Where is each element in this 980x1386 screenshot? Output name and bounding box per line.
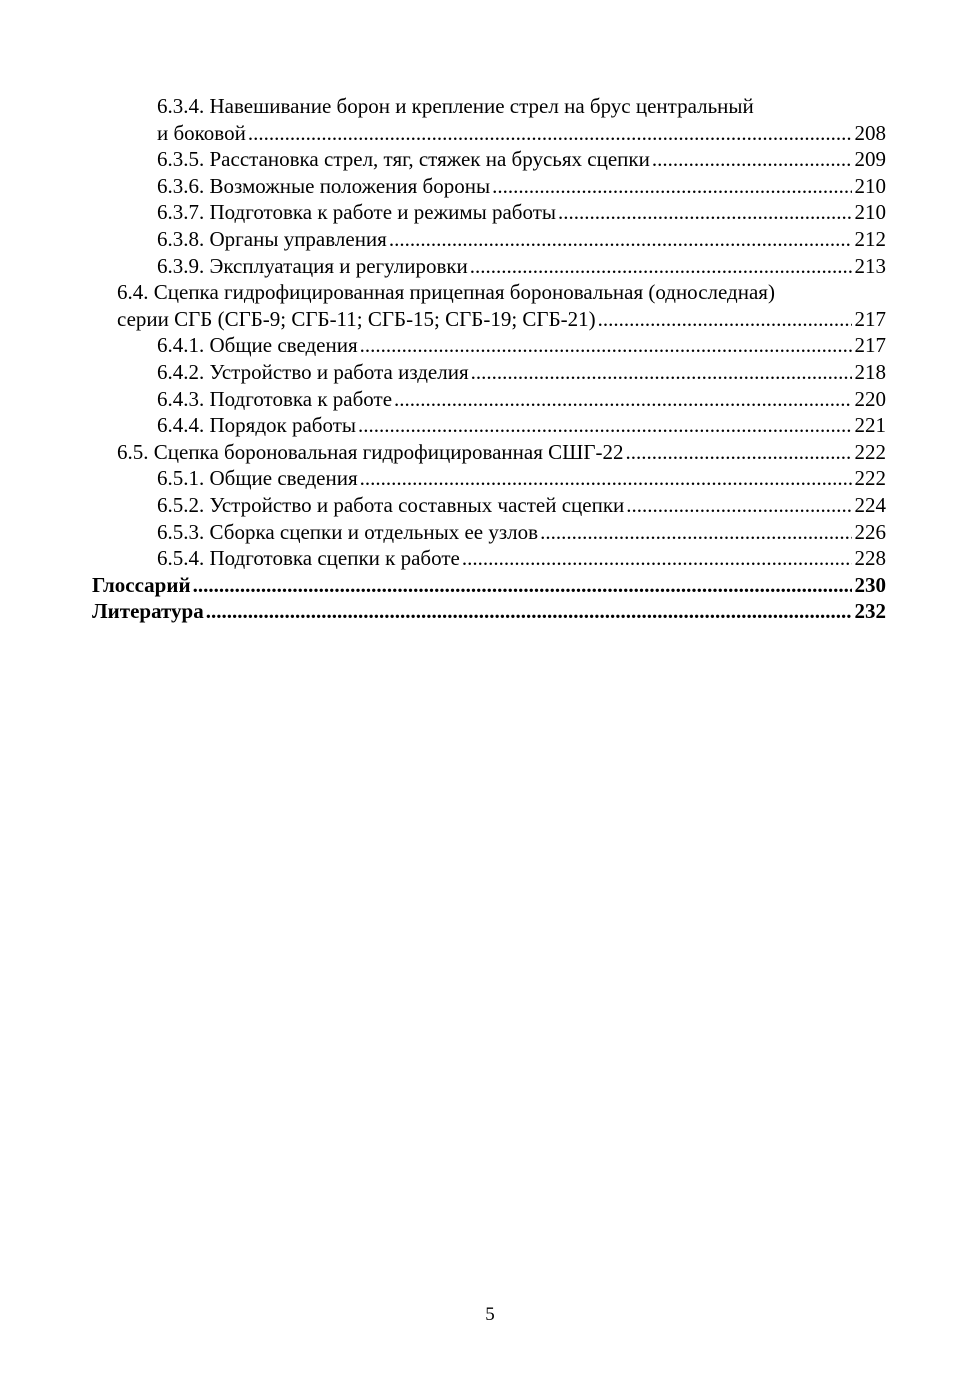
toc-entry-page: 226	[854, 519, 886, 544]
toc-entry-title-line: 6.3.4. Навешивание борон и крепление стрел на брус центральный	[157, 94, 754, 118]
toc-entry-page: 213	[854, 253, 886, 278]
toc-entry-title-line: серии СГБ (СГБ-9; СГБ-11; СГБ-15; СГБ-19; СГБ-21)	[117, 306, 596, 331]
dot-leader	[652, 146, 852, 173]
toc-entry-title: 6.5.3. Сборка сцепки и отдельных ее узлов	[157, 519, 539, 544]
toc-entry-6-3-8	[92, 226, 886, 253]
toc-entry-glossary	[92, 572, 886, 599]
toc-entry-literature	[92, 598, 886, 625]
toc-entry-title-line: и боковой	[157, 120, 246, 145]
toc-entry-title: 6.5.2. Устройство и работа составных частей сцепки	[157, 492, 625, 517]
toc-entry-6-4-1	[92, 332, 886, 359]
toc-entry-page: 218	[854, 359, 886, 384]
toc-entry-6-3-4	[92, 93, 886, 146]
dot-leader	[598, 306, 852, 333]
toc-entry-title: 6.5.4. Подготовка сцепки к работе	[157, 546, 460, 571]
dot-leader	[625, 439, 851, 466]
toc-entry-6-5-2	[92, 492, 886, 519]
dot-leader	[558, 199, 852, 226]
toc-entry-title-line: 6.4. Сцепка гидрофицированная прицепная бороновальная (односледная)	[117, 280, 775, 305]
toc-entry-title: 6.4.1. Общие сведения	[157, 333, 358, 358]
dot-leader	[193, 572, 852, 599]
toc-entry-page: 212	[854, 226, 886, 251]
toc-entry-page: 210	[854, 200, 886, 225]
dot-leader	[470, 253, 852, 280]
toc-entry-title: 6.3.6. Возможные положения бороны	[157, 173, 491, 198]
toc-entry-6-3-9	[92, 253, 886, 280]
dot-leader	[206, 598, 852, 625]
table-of-contents	[92, 93, 886, 625]
toc-entry-6-4-2	[92, 359, 886, 386]
dot-leader	[471, 359, 852, 386]
dot-leader	[360, 332, 852, 359]
toc-entry-6-5-1	[92, 465, 886, 492]
page-number: 5	[485, 1304, 495, 1325]
toc-entry-6-3-5	[92, 146, 886, 173]
toc-entry-6-5	[92, 439, 886, 466]
dot-leader	[626, 492, 851, 519]
toc-entry-title: 6.3.9. Эксплуатация и регулировки	[157, 253, 468, 278]
toc-entry-title: Глоссарий	[92, 572, 191, 597]
toc-entry-page: 222	[854, 439, 886, 464]
toc-entry-title: 6.3.7. Подготовка к работе и режимы работы	[157, 200, 556, 225]
toc-entry-page: 209	[854, 147, 886, 172]
dot-leader	[248, 120, 852, 147]
dot-leader	[492, 173, 851, 200]
dot-leader	[360, 465, 852, 492]
toc-entry-page: 220	[854, 386, 886, 411]
toc-entry-6-4	[92, 279, 886, 332]
toc-entry-title: 6.4.3. Подготовка к работе	[157, 386, 393, 411]
toc-entry-6-5-3	[92, 519, 886, 546]
toc-entry-page: 221	[854, 413, 886, 438]
toc-entry-page: 230	[854, 572, 886, 597]
toc-entry-page: 208	[854, 120, 886, 145]
toc-entry-6-4-3	[92, 386, 886, 413]
toc-entry-title: 6.5. Сцепка бороновальная гидрофицированная СШГ-22	[117, 439, 624, 464]
toc-entry-page: 228	[854, 546, 886, 571]
toc-entry-6-3-7	[92, 199, 886, 226]
toc-entry-page: 217	[854, 333, 886, 358]
toc-entry-title: 6.4.2. Устройство и работа изделия	[157, 359, 469, 384]
toc-entry-page: 222	[854, 466, 886, 491]
toc-entry-page: 210	[854, 173, 886, 198]
dot-leader	[358, 412, 852, 439]
dot-leader	[389, 226, 852, 253]
toc-entry-title: Литература	[92, 599, 204, 624]
toc-entry-page: 232	[854, 599, 886, 624]
toc-entry-6-5-4	[92, 545, 886, 572]
toc-entry-6-4-4	[92, 412, 886, 439]
toc-entry-title: 6.3.5. Расстановка стрел, тяг, стяжек на брусьях сцепки	[157, 147, 650, 172]
dot-leader	[462, 545, 852, 572]
toc-entry-title: 6.4.4. Порядок работы	[157, 413, 356, 438]
toc-entry-6-3-6	[92, 173, 886, 200]
toc-entry-page: 217	[854, 306, 886, 331]
toc-entry-title: 6.3.8. Органы управления	[157, 226, 387, 251]
toc-entry-title: 6.5.1. Общие сведения	[157, 466, 358, 491]
dot-leader	[394, 386, 851, 413]
toc-entry-page: 224	[854, 492, 886, 517]
dot-leader	[540, 519, 851, 546]
